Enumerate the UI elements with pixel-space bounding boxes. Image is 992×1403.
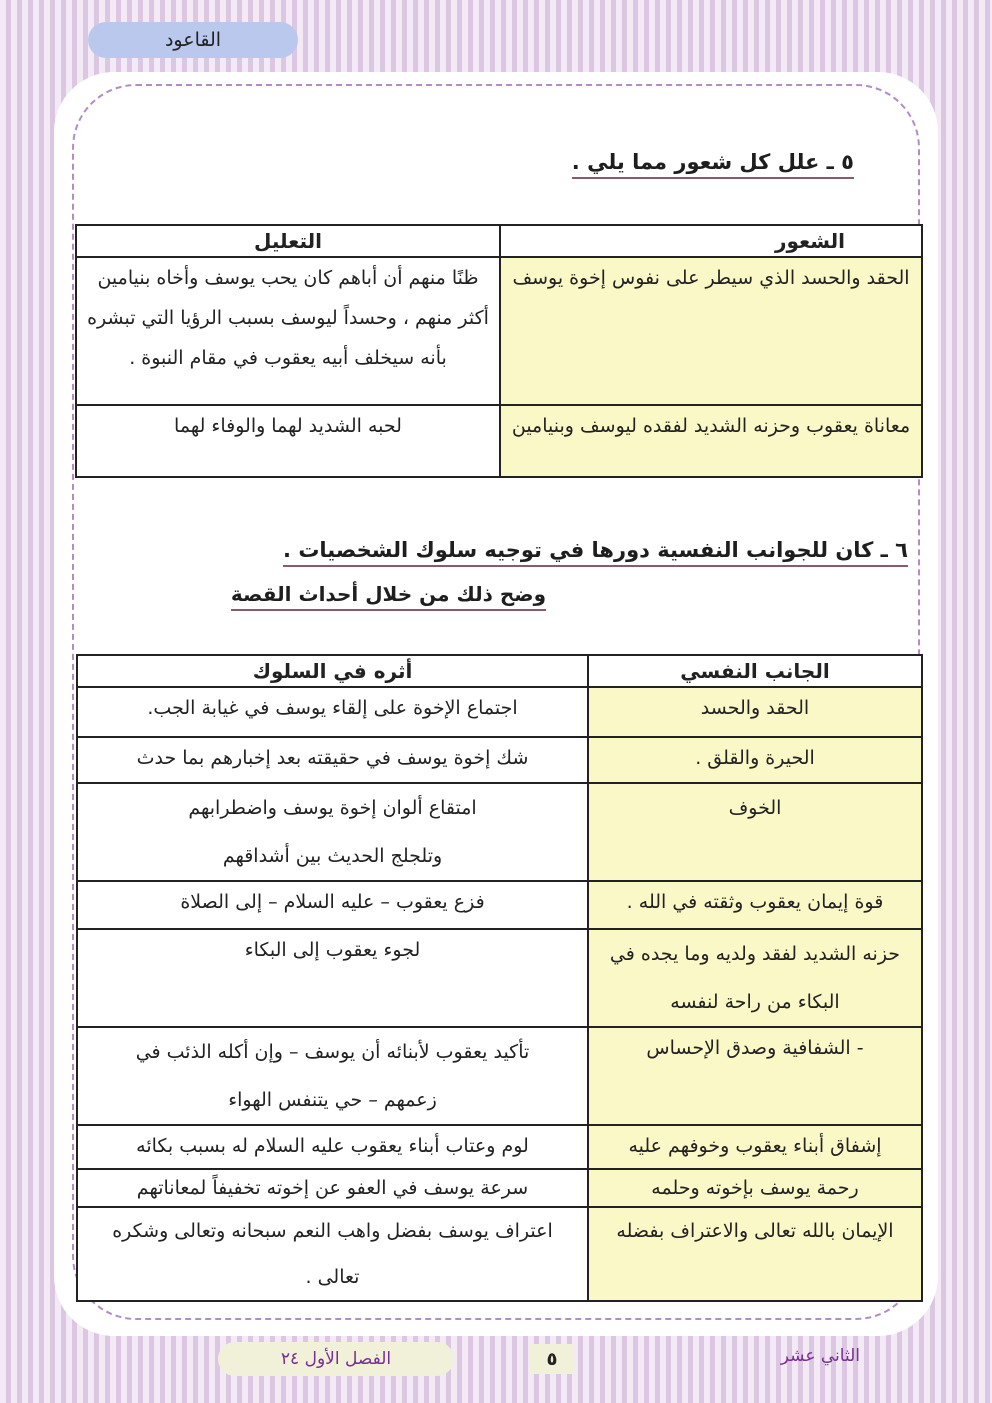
table-row <box>77 929 922 1027</box>
table-row <box>77 783 922 881</box>
section5-title: ٥ ـ علل كل شعور مما يلي . <box>572 150 854 179</box>
section6-subtitle: وضح ذلك من خلال أحداث القصة <box>231 582 546 611</box>
aspect-cell: الإيمان بالله تعالى والاعتراف بفضله <box>588 1207 922 1301</box>
section6-title: ٦ ـ كان للجوانب النفسية دورها في توجيه سلوك الشخصيات . <box>283 538 908 567</box>
reason-cell: لحبه الشديد لهما والوفاء لهما <box>76 405 500 477</box>
table-header-row <box>77 655 922 687</box>
psychology-table <box>76 654 923 1302</box>
effect-cell: اجتماع الإخوة على إلقاء يوسف في غيابة الجب. <box>77 687 588 737</box>
footer-grade: الثاني عشر <box>780 1346 860 1366</box>
aspect-cell: - الشفافية وصدق الإحساس <box>588 1027 922 1125</box>
aspect-cell: الحيرة والقلق . <box>588 737 922 783</box>
table-row <box>77 881 922 929</box>
table-row <box>76 405 922 477</box>
table-row <box>77 1169 922 1207</box>
aspect-cell: الخوف <box>588 783 922 881</box>
table-header-row <box>76 225 922 257</box>
table-row <box>76 257 922 405</box>
column-header-effect: أثره في السلوك <box>77 655 588 687</box>
aspect-cell: رحمة يوسف بإخوته وحلمه <box>588 1169 922 1207</box>
feeling-cell: معاناة يعقوب وحزنه الشديد لفقده ليوسف وبنيامين <box>500 405 922 477</box>
page-number: ٥ <box>530 1344 574 1374</box>
feeling-cell: الحقد والحسد الذي سيطر على نفوس إخوة يوسف <box>500 257 922 405</box>
footer-term: الفصل الأول ٢٤ <box>218 1342 454 1376</box>
effect-cell: امتقاع ألوان إخوة يوسف واضطرابهم وتلجلج الحديث بين أشداقهم <box>77 783 588 881</box>
aspect-cell: إشفاق أبناء يعقوب وخوفهم عليه <box>588 1125 922 1169</box>
effect-cell: سرعة يوسف في العفو عن إخوته تخفيفاً لمعاناتهم <box>77 1169 588 1207</box>
table-row <box>77 1027 922 1125</box>
feelings-table <box>75 224 923 478</box>
aspect-cell: الحقد والحسد <box>588 687 922 737</box>
effect-cell: لوم وعتاب أبناء يعقوب عليه السلام له بسبب بكائه <box>77 1125 588 1169</box>
aspect-cell: قوة إيمان يعقوب وثقته في الله . <box>588 881 922 929</box>
effect-cell: تأكيد يعقوب لأبنائه أن يوسف – وإن أكله الذئب في زعمهم – حي يتنفس الهواء <box>77 1027 588 1125</box>
effect-cell: فزع يعقوب – عليه السلام – إلى الصلاة <box>77 881 588 929</box>
table-row <box>77 1207 922 1301</box>
column-header-aspect: الجانب النفسي <box>588 655 922 687</box>
table-row <box>77 1125 922 1169</box>
header-label: القاعود <box>88 22 298 58</box>
table-row <box>77 737 922 783</box>
column-header-feeling: الشعور <box>500 225 922 257</box>
aspect-cell: حزنه الشديد لفقد ولديه وما يجده في البكاء من راحة لنفسه <box>588 929 922 1027</box>
effect-cell: لجوء يعقوب إلى البكاء <box>77 929 588 1027</box>
column-header-reason: التعليل <box>76 225 500 257</box>
reason-cell: ظنًا منهم أن أباهم كان يحب يوسف وأخاه بنيامين أكثر منهم ، وحسداً ليوسف بسبب الرؤيا التي تبشره بأنه سيخلف أبيه يعقوب في مقام النبوة . <box>76 257 500 405</box>
effect-cell: شك إخوة يوسف في حقيقته بعد إخبارهم بما حدث <box>77 737 588 783</box>
effect-cell: اعتراف يوسف بفضل واهب النعم سبحانه وتعالى وشكره تعالى . <box>77 1207 588 1301</box>
table-row <box>77 687 922 737</box>
